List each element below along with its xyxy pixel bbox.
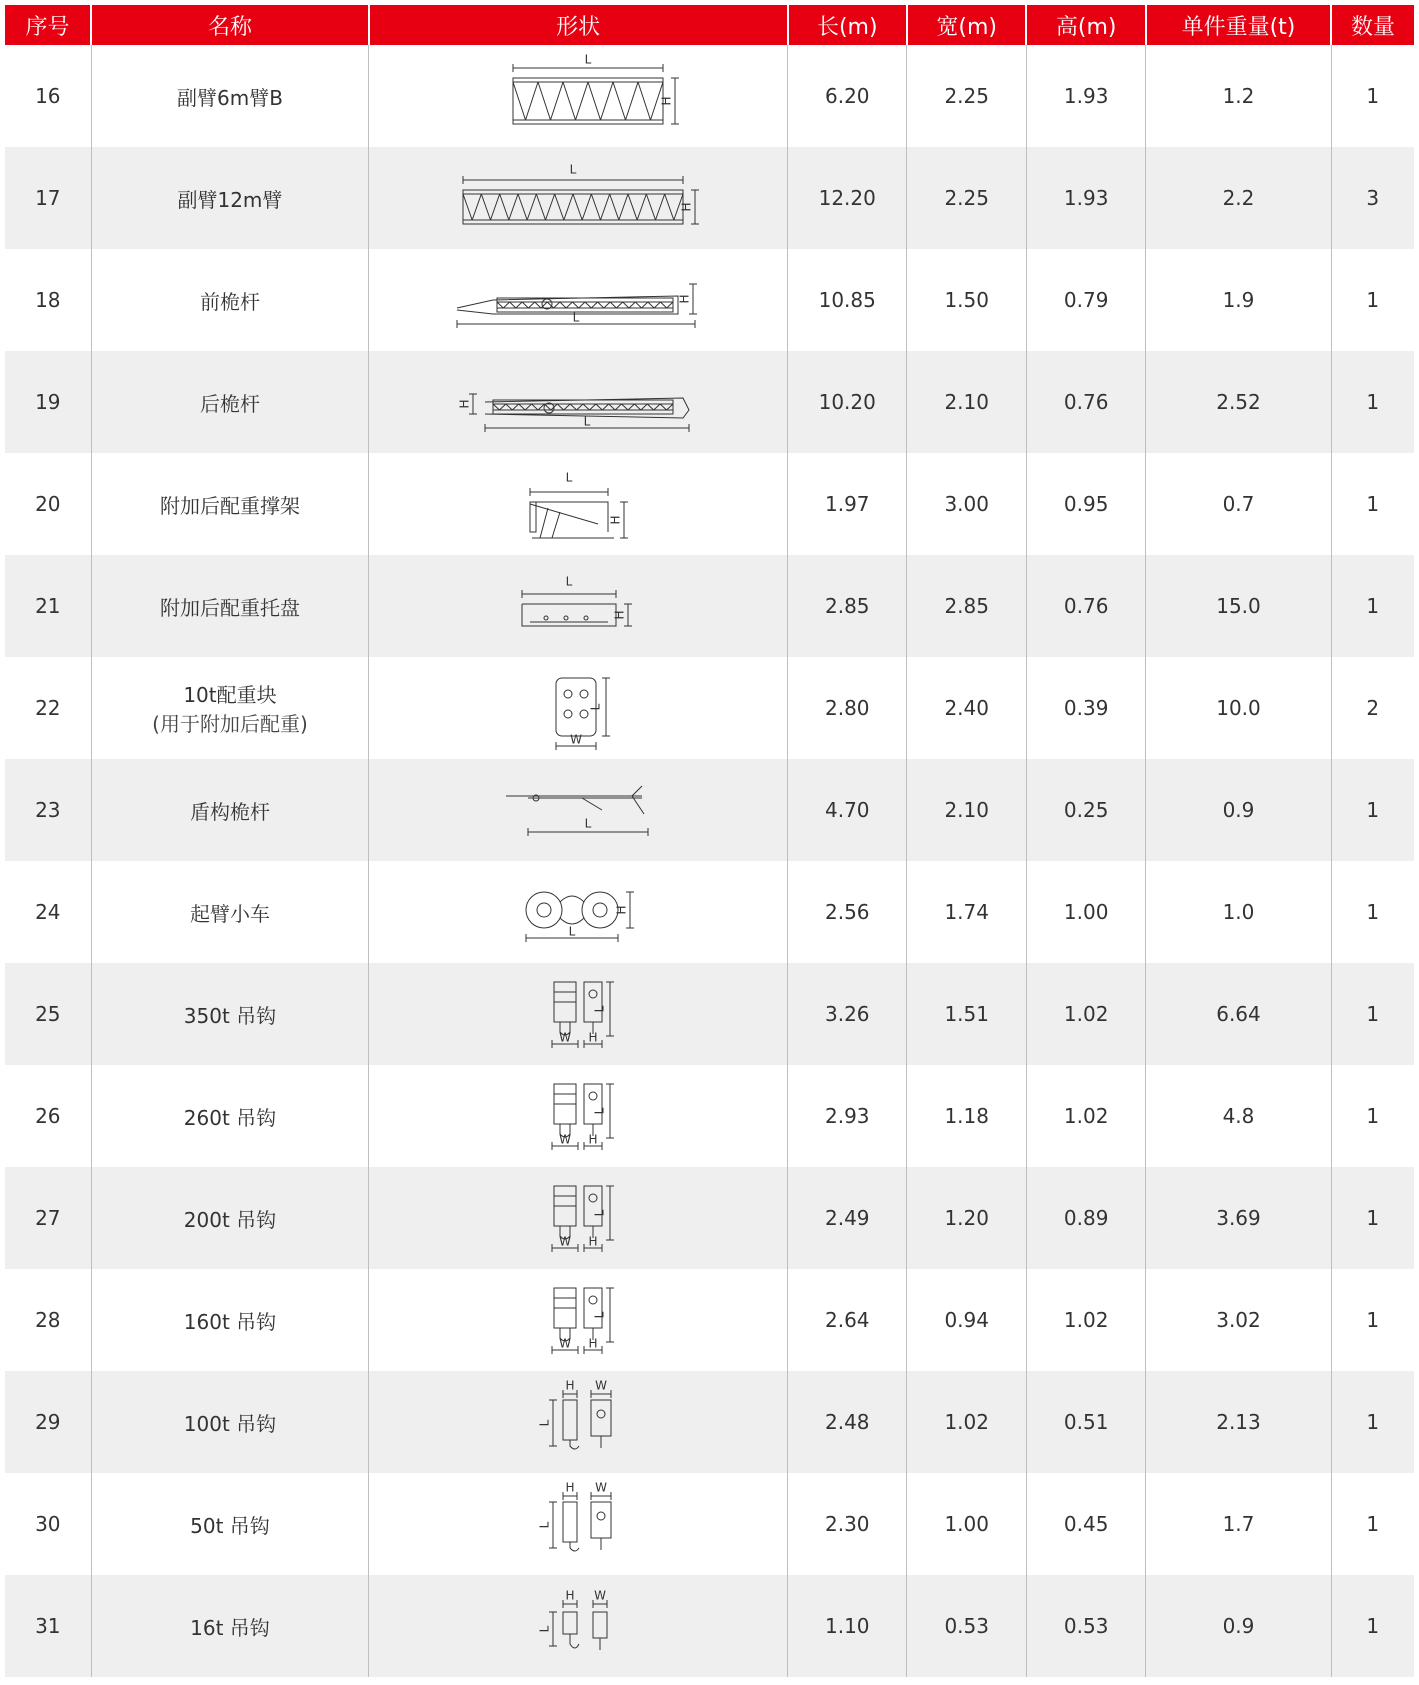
cell-height: 1.00 [1026,861,1145,963]
dimension-label: H [608,515,623,525]
cell-length: 2.85 [788,555,907,657]
dimension-label: L [537,1419,552,1427]
cell-length: 10.85 [788,249,907,351]
cell-name [91,1371,369,1473]
cell-qty: 1 [1331,1269,1414,1371]
dimension-label: H [457,399,472,409]
dimension-label: L [569,162,577,177]
header-row [5,5,1414,45]
cell-width: 2.10 [907,759,1026,861]
dimension-label: H [588,1132,598,1147]
cell-name [91,351,369,453]
item-name: 附加后配重托盘 [159,595,300,620]
item-name: 盾构桅杆 [189,799,270,824]
cell-length: 10.20 [788,351,907,453]
cell-name [91,453,369,555]
cell-width: 3.00 [907,453,1026,555]
cell-qty: 1 [1331,1575,1414,1677]
dimension-label: H [565,1588,575,1603]
cell-length: 2.30 [788,1473,907,1575]
cell-height: 1.02 [1026,1269,1145,1371]
cell-width: 2.25 [907,147,1026,249]
dimension-label: H [679,202,694,212]
component-table [5,5,1414,1677]
cell-weight: 10.0 [1146,657,1331,759]
cell-height: 0.45 [1026,1473,1145,1575]
item-name: 50t 吊钩 [190,1513,270,1538]
jib-12m-truss-icon [453,156,703,240]
cell-shape [369,453,788,555]
table-row [5,1167,1414,1269]
dimension-label: L [592,1107,607,1115]
table-row [5,555,1414,657]
dimension-label: W [559,1336,572,1351]
cell-no: 17 [5,147,91,249]
cell-no: 24 [5,861,91,963]
dimension-label: H [588,1030,598,1045]
cell-no: 27 [5,1167,91,1269]
cell-no: 28 [5,1269,91,1371]
table-row [5,657,1414,759]
item-name: 200t 吊钩 [183,1207,277,1232]
cell-name [91,555,369,657]
cell-shape [369,861,788,963]
shield-mast-icon [502,768,654,852]
cell-width: 2.85 [907,555,1026,657]
cell-qty: 1 [1331,555,1414,657]
header-width: 宽(m) [907,5,1026,45]
dimension-label: H [588,1336,598,1351]
item-name: 160t 吊钩 [183,1309,277,1334]
cell-weight: 1.7 [1146,1473,1331,1575]
dimension-label: H [612,610,627,620]
table-row [5,453,1414,555]
table-row [5,963,1414,1065]
header-shape: 形状 [369,5,788,45]
dimension-label: L [592,1005,607,1013]
cell-no: 16 [5,45,91,147]
counterweight-block-icon [536,664,620,752]
cell-name [91,147,369,249]
cell-width: 2.10 [907,351,1026,453]
cell-no: 30 [5,1473,91,1575]
dimension-label: W [595,1380,608,1393]
cell-weight: 2.2 [1146,147,1331,249]
dimension-label: H [659,96,674,106]
cell-qty: 1 [1331,1167,1414,1269]
table-row [5,147,1414,249]
table-row [5,1065,1414,1167]
front-mast-icon [453,258,703,342]
header-height: 高(m) [1026,5,1145,45]
cell-weight: 2.13 [1146,1371,1331,1473]
dimension-label: L [588,703,603,711]
item-name: 附加后配重撑架 [159,493,300,518]
cell-weight: 0.9 [1146,1575,1331,1677]
cell-height: 0.79 [1026,249,1145,351]
cell-name [91,1473,369,1575]
cell-length: 2.64 [788,1269,907,1371]
cell-weight: 1.9 [1146,249,1331,351]
cell-qty: 1 [1331,351,1414,453]
cell-name [91,963,369,1065]
cell-height: 0.53 [1026,1575,1145,1677]
cell-name [91,249,369,351]
header-no: 序号 [5,5,91,45]
cell-length: 4.70 [788,759,907,861]
cell-height: 1.93 [1026,45,1145,147]
boom-lifting-trolley-icon [514,870,642,954]
cell-weight: 15.0 [1146,555,1331,657]
cell-name [91,1269,369,1371]
dimension-label: L [537,1625,552,1633]
cell-width: 1.00 [907,1473,1026,1575]
item-name-note: (用于附加后配重) [152,712,308,736]
hook-block-small-icon [533,1380,623,1464]
item-name: 100t 吊钩 [183,1411,277,1436]
cell-qty: 1 [1331,1473,1414,1575]
cell-length: 2.93 [788,1065,907,1167]
cell-qty: 1 [1331,1065,1414,1167]
cell-shape [369,1269,788,1371]
cell-no: 21 [5,555,91,657]
header-qty: 数量 [1331,5,1414,45]
counterweight-support-frame-icon [518,462,638,546]
cell-height: 0.95 [1026,453,1145,555]
cell-shape [369,249,788,351]
item-name: 16t 吊钩 [190,1615,270,1640]
dimension-label: L [584,816,592,831]
cell-qty: 1 [1331,759,1414,861]
item-name: 后桅杆 [199,391,260,416]
cell-weight: 6.64 [1146,963,1331,1065]
dimension-label: L [592,1209,607,1217]
cell-height: 0.51 [1026,1371,1145,1473]
cell-height: 0.25 [1026,759,1145,861]
cell-height: 0.76 [1026,351,1145,453]
cell-weight: 2.52 [1146,351,1331,453]
cell-qty: 1 [1331,861,1414,963]
dimension-label: L [584,54,592,67]
table-row [5,759,1414,861]
cell-weight: 3.69 [1146,1167,1331,1269]
cell-width: 1.74 [907,861,1026,963]
dimension-label: H [565,1482,575,1495]
cell-length: 2.49 [788,1167,907,1269]
item-name: 350t 吊钩 [183,1003,277,1028]
cell-shape [369,657,788,759]
cell-shape [369,759,788,861]
cell-height: 0.89 [1026,1167,1145,1269]
cell-length: 12.20 [788,147,907,249]
dimension-label: W [559,1234,572,1249]
cell-length: 1.97 [788,453,907,555]
cell-width: 2.25 [907,45,1026,147]
cell-weight: 4.8 [1146,1065,1331,1167]
item-name: 副臂12m臂 [177,187,283,212]
dimension-label: W [570,732,583,747]
dimension-label: H [565,1380,575,1393]
cell-width: 1.18 [907,1065,1026,1167]
table-row [5,1473,1414,1575]
cell-no: 20 [5,453,91,555]
cell-weight: 0.9 [1146,759,1331,861]
cell-shape [369,1575,788,1677]
jib-6m-truss-icon [473,54,683,138]
dimension-label: L [592,1311,607,1319]
cell-width: 1.02 [907,1371,1026,1473]
cell-length: 6.20 [788,45,907,147]
hook-block-icon [536,972,620,1056]
cell-length: 2.80 [788,657,907,759]
item-name: 260t 吊钩 [183,1105,277,1130]
cell-shape [369,963,788,1065]
cell-length: 2.48 [788,1371,907,1473]
table-row [5,351,1414,453]
cell-no: 31 [5,1575,91,1677]
cell-name [91,45,369,147]
dimension-label: L [565,574,573,589]
cell-shape [369,147,788,249]
cell-name [91,657,369,759]
cell-shape [369,1065,788,1167]
table-row [5,45,1414,147]
cell-weight: 0.7 [1146,453,1331,555]
cell-length: 3.26 [788,963,907,1065]
cell-qty: 1 [1331,249,1414,351]
cell-no: 18 [5,249,91,351]
cell-width: 0.94 [907,1269,1026,1371]
cell-qty: 3 [1331,147,1414,249]
cell-width: 1.20 [907,1167,1026,1269]
cell-qty: 1 [1331,45,1414,147]
dimension-label: W [594,1588,607,1603]
dimension-label: H [588,1234,598,1249]
cell-no: 22 [5,657,91,759]
header-length: 长(m) [788,5,907,45]
cell-name [91,1575,369,1677]
table-row [5,1575,1414,1677]
cell-width: 1.50 [907,249,1026,351]
cell-no: 26 [5,1065,91,1167]
cell-name [91,1065,369,1167]
cell-shape [369,1167,788,1269]
table-row [5,861,1414,963]
hook-block-icon [536,1176,620,1260]
cell-name [91,759,369,861]
hook-block-icon [536,1278,620,1362]
item-name: 前桅杆 [199,289,260,314]
rear-mast-icon [453,360,703,444]
cell-shape [369,555,788,657]
cell-width: 0.53 [907,1575,1026,1677]
dimension-label: H [614,905,629,915]
cell-length: 2.56 [788,861,907,963]
cell-length: 1.10 [788,1575,907,1677]
cell-height: 0.76 [1026,555,1145,657]
cell-qty: 1 [1331,963,1414,1065]
dimension-label: L [572,310,580,325]
cell-shape [369,1371,788,1473]
cell-qty: 2 [1331,657,1414,759]
cell-qty: 1 [1331,1371,1414,1473]
dimension-label: W [595,1482,608,1495]
dimension-label: W [559,1132,572,1147]
cell-qty: 1 [1331,453,1414,555]
table-row [5,1371,1414,1473]
item-name: 起臂小车 [189,901,270,926]
hook-block-icon [536,1074,620,1158]
cell-width: 1.51 [907,963,1026,1065]
cell-name [91,861,369,963]
header-name: 名称 [91,5,369,45]
table-row [5,249,1414,351]
cell-weight: 1.0 [1146,861,1331,963]
cell-height: 0.39 [1026,657,1145,759]
cell-no: 23 [5,759,91,861]
hook-block-small-icon [533,1482,623,1566]
cell-height: 1.93 [1026,147,1145,249]
cell-height: 1.02 [1026,1065,1145,1167]
dimension-label: H [677,294,692,304]
cell-no: 19 [5,351,91,453]
cell-no: 25 [5,963,91,1065]
cell-shape [369,45,788,147]
cell-width: 2.40 [907,657,1026,759]
counterweight-tray-icon [516,564,640,648]
cell-shape [369,1473,788,1575]
cell-shape [369,351,788,453]
item-name: 10t配重块 [183,683,277,707]
cell-weight: 3.02 [1146,1269,1331,1371]
dimension-label: L [565,470,573,485]
single-hook-icon [533,1584,623,1668]
item-name: 副臂6m臂B [176,85,283,110]
dimension-label: W [559,1030,572,1045]
dimension-label: L [568,924,576,939]
cell-height: 1.02 [1026,963,1145,1065]
dimension-label: L [537,1521,552,1529]
cell-no: 29 [5,1371,91,1473]
cell-weight: 1.2 [1146,45,1331,147]
table-row [5,1269,1414,1371]
dimension-label: L [583,414,591,429]
cell-name [91,1167,369,1269]
header-weight: 单件重量(t) [1146,5,1331,45]
